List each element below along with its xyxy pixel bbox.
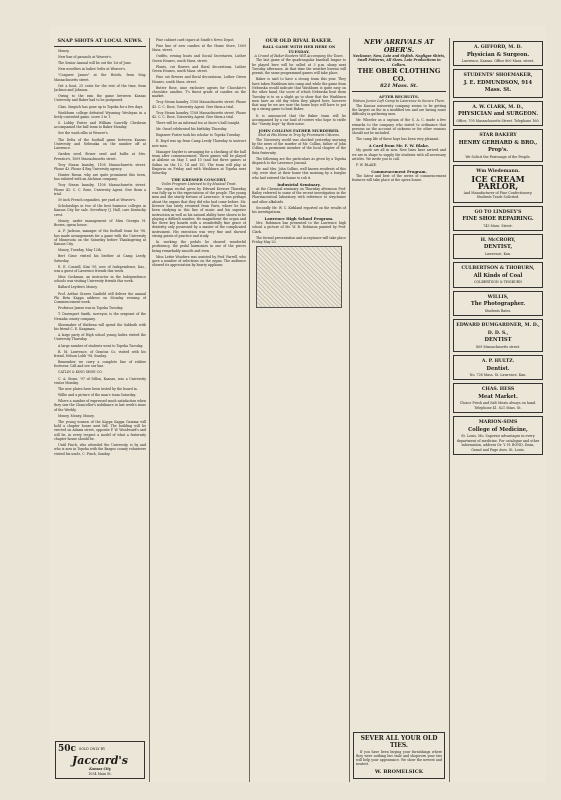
commencement-article [352,174,446,183]
paragraph: The last game of the quadrangular baseball league to be played here will be called at 3 p.m. sharp next Tuesday afternoon. At that time the weather bureau will permit, the same programmed games will take place. [252,58,346,76]
ad-detail: St. Louis, Mo. Superior advantages in every department of medicine. For catalogue and other information, address Dr. Y. H. BOND, Dean, Grand and Page Aves. St. Louis. [456,434,540,452]
paragraph: Bert Gisse visited his brother at Camp Leedy, Saturday. [54,254,146,263]
paragraph: Troy Steam laundry, 1108 Massachusetts street. Phone 43. C. C. Rose, University Agent. Give them a trial. [152,110,246,120]
divider [352,91,446,92]
paragraph: Owing to the rain the game between Kansas University and Baker had to be postponed. [54,94,146,103]
bromelsick-heading: SEVER ALL YOUR OLD TIES. [360,734,438,750]
bromelsick-ad [353,732,445,779]
column-rule [349,38,350,782]
ad-name: H. McCRORY, [480,237,516,243]
ad-line: All Kinds of Coal [473,272,523,279]
fourth-column [352,38,446,782]
paragraph: CATLIN & KING SHOE CO. [58,370,103,375]
jaccard-logo: Jaccard's [72,754,128,768]
ad-detail: 743 Mass. Street. [483,223,513,228]
ad-name: A. P. HULTZ. [481,359,515,365]
paragraph: Miss Cushman, an instructor in the Independence schools was visiting University friends this week. [54,275,146,284]
concert-article [152,187,246,268]
paragraph: Prof. Arthur Graves Canfield will deliver the annual Phi Beta Kappa address on Monday evening of Commencement week. [54,291,146,305]
ad-detail: No. 728 Mass. St. Lawrence, Kan. [469,373,527,378]
paragraph: Fine cabinet card cigars at Smith's News Depot. [156,38,235,42]
paragraph: The Senior Annual will be out the 1st of June. [58,61,132,66]
column-rule [149,38,150,782]
paragraph: Shoemaker of Wathena will spend the Sabbath with his friend C. E. Knapman. [54,322,146,332]
paragraph: E. Boyd was up from Camp Leedy Thursday to instruct new men. [152,139,246,148]
ad-detail: We Solicit the Patronage of the People. [465,154,531,159]
ad-line: DENTIST [484,337,512,344]
collins-subheading: Shot at His Home in Troy by Prominent Citizens. [258,133,340,138]
ad-city: Kansas City [89,767,111,772]
directory-ad [453,291,543,316]
paragraph: There will be an informal tea at Snow's hall tonight. [156,121,241,126]
paragraph: Mr. Wheeler as a captain of the S. A. C. made a few remarks to the company who stated to ordinance that persons on the account of sickness or for other reasons should not be included. [352,118,446,136]
concert-heading: THE KRESSER CONCERT. [171,177,227,183]
paragraph: Baker is said to have a strong team this year. They have taken Washburn into camp and while the game from Nebraska would indicate that Washburn is quite easy on the other hand, the score of which Nebraska beat them Tuesday is to us a slight go to show that the Washburn men have an old day when they played here, however that may be we are sure the home boys will have to put up a strong game to beat Baker. [252,77,346,112]
paragraph: Remember we carry a complete line of rubber footwear. Call and see our line. [54,360,146,369]
directory-ad [453,319,543,352]
paragraph: A. F. Jackson, manager of the football team for '98, has made arrangements for a game with the University of Minnesota on the Saturday before Thanksgiving at Kansas City. [54,229,146,247]
paragraph: Money. [58,49,70,53]
bromelsick-body [356,750,442,767]
ad-line: Meat Market. [478,393,518,400]
ad-detail: 809 Massachusetts street. [475,344,521,349]
paragraph: Money, under management of Miss Georgia H. Brown, opens house. [54,218,146,228]
directory-ads [452,41,544,455]
paragraph: T. Davenport Smith, surveyor, is the sergeant of the Nemaha county company. [54,312,146,321]
ad-name: Wm Wiedemann. [476,169,520,175]
directory-ad [453,69,543,98]
baker-heading: OUR OLD RIVAL BAKER. [265,38,333,44]
ad-detail: Lawrence, Kansas. Office 800 Mass. street. [461,59,535,63]
ad-price: 50c [58,744,77,755]
card-article [352,148,446,167]
ad-note: SOLD ONLY BY [79,747,106,752]
recruits-article [352,104,446,142]
jaccard-ad [55,741,145,779]
paragraph: C. A. Stone, '97 of Dillon, Kansas, was a University visitor Monday. [54,376,146,385]
engraving-illustration [256,246,342,308]
ad-line: Physician & Surgeon. [466,51,530,58]
paragraph: Willie and a picture of the man's team Saturday. [58,392,136,397]
directory-ad [453,416,543,455]
left-column [54,38,146,782]
paragraph: Manager Snyder is arranging for a checking of the ball team after commencement. Three games will be played at Abilene on May 1 and 10 (and but three games at Salina on the 13, 14 and 15). The team will play at Emporia on Friday and with Washburn at Topeka next Saturday. [152,149,246,176]
ad-name: WILLIS, [487,294,509,300]
paragraph: Money, Money, Money. [58,413,95,418]
ober-subheading: Neckwear, New, Late and Stylish. Negligee Shirts, Swell Patterns, All Sizes. Late Productions in Collars. [352,54,446,67]
seminary-article [252,187,346,215]
paragraph: Hunter Rusus. why are quite prominent this town, has enlisted with an Atchison company. [54,172,146,182]
card-heading: A Card from Mr. F. W. Blake. [368,143,430,149]
ad-name: CULBERTSON & THOBURN, [461,266,535,272]
paragraph: Engineer Foster took his scholar to Topeka Tuesday. [156,133,241,138]
third-column [252,38,346,782]
paragraph: Butter Rose, nine exclusive agents for Chocolate's chocolate candies. T's finest grade of candies on the market. [152,85,246,99]
ad-line: The Photographer. [470,301,526,308]
paragraph: The Delta of the football game between Kansas University and Nebraska on the number off at Lawrence. [54,137,146,151]
paragraph: Ballard Leyden's Money. [58,285,98,290]
paragraph: 50 inch French organdies, per yard at Weaver's. [58,198,137,203]
paragraph: New line of parasols at Weaver's. [58,55,112,60]
paragraph: Mr. and Mrs. John Collins, well known residents of this city, were shot at their home this morning by a burglar who had entered the house to rob it. [252,167,346,180]
paragraph: Outfits, rowing boats and Social Secretaries, Luther Green Houses, south Mass. street. [152,54,246,63]
paragraph: A large number of students went to Topeka Tuesday. [58,343,144,348]
ad-detail: Students Rates. [484,308,512,313]
paragraph: In working the pedals he showed wonderful proficiency, the pedal harmonies in one of the pieces being remarkably smooth and even. [152,240,246,253]
paragraph: Fine cut flowers and floral decorations, Luther Green Houses, south Mass. street. [152,75,246,84]
ad-address: 1034 Main St. [88,771,112,776]
paragraph: Troy Steam laundry, 1108 Massachusetts street. Phone 43. C. C. Rose, University Agent. Give them a trial. [152,100,246,109]
paragraph: E. E. Connell, Kim '95, now of Independence, Kas., was a guest of Lawrence friends this week. [54,264,146,273]
directory-ad [453,355,543,380]
commencement-heading: Commencement Program. [371,169,427,175]
ad-name: MARION-SIMS [478,420,518,426]
paragraph: R. M. Lawrence, of Grantus Co. visited with his friend, Nelson Lobb '98, Sunday. [54,349,146,358]
collins-article [252,138,346,180]
local-notes [152,38,246,176]
ad-line: PHYSICIAN and SURGEON. [457,111,539,118]
column-rule [449,38,450,782]
paragraph: Professor James was in Topeka Tuesday. [58,306,124,311]
ad-line: J. E. EDMUNDSON, 914 Mass. St. [463,79,533,94]
ober-store: THE OBER CLOTHING CO. [357,67,441,84]
ad-line: DENTIST, [483,244,513,251]
paragraph: Washburn college defeated Wyoming Wesleyan in a lively contested game, score 3 to 1. [54,110,146,119]
seminary-heading: Industrial Seminary. [277,181,321,187]
left-column-heading: SNAP SHOTS AT LOCAL NEWS. [57,38,143,44]
left-column-body [54,49,146,456]
paragraph: At the Chemical seminary on Thursday afternoon Prof. Bailey referred to some of the recent investigation in the Pharmaceutical laboratory with reference to strychnine and other alkaloids. [252,186,346,204]
directory-ad [453,165,543,202]
paragraph: The camp life of these boys has been very pleasant. [356,137,440,142]
recruits-subheading: Watson Junior Left Camp to Lawrence to Secure Them. [352,99,446,104]
recruits-heading: AFTER RECRUITS. [379,94,419,100]
paragraph: Mr. Onsel celebrated his birthday Thursday. [156,127,228,132]
directory-ad [453,206,543,231]
directory-ad [453,41,543,66]
paragraph: Get a boat, 25 cents for the rest of the time, from Jackson and Johnson. [54,83,146,93]
paragraph: The following are the particulars as given by a Topeka dispatch to the Lawrence Journal. [252,156,346,165]
ad-name: CHAS. HESS [481,387,515,393]
directory-ad [453,101,543,126]
paragraph: Scholarships in two of the best business colleges in Kansas City for sale. Severbury (J. Hall, care Kentucky crest. [54,204,146,217]
paragraph: The young women of the Kappa Kappa Gamma will hold a chapter house next fall. The building will be erected on Adams street, opposite F. W. Woodward's and will be, in every respect a model of what a fraternity chapter house should be. [54,419,146,442]
baker-sub2: A Crowd of Baker Rooters Will Accompany the Team. [254,54,344,58]
ad-detail: And Manufacturer of Fine Confectionery. Students Trade Solicited. [463,190,533,200]
paragraph: Troy Steam laundry, 1108 Massachusetts street. Phone 43. C. C. Rose, University Agent. Give them a trial. [54,183,146,196]
paragraph: If you have been buying your furnishings where they were nothing but stale and shopworn your ties will help your appearance. We show the newest and neatest. [356,749,442,767]
concert-subheading: Violin Program Listened to by Musical Treat. [161,182,237,187]
ad-name: STAR BAKERY [479,133,517,139]
paragraph: The University world was shocked yesterday morning by the news of the murder of Mr. Collins, father of John Collins, a prominent member of the local chapter of the Beta fraternity. [252,137,346,155]
collins-heading: JOHN COLLINS FATHER MURDERED. [258,128,340,134]
ad-line: ICE CREAM PARLOR, [471,173,525,192]
business-directory-column [452,38,544,782]
divider [54,46,146,47]
paragraph: Money, Tuesday, May 12th. [58,248,102,253]
second-column [152,38,246,782]
ad-detail: Office, 705 Massachusetts Street. Telephone 160. [456,118,540,123]
school-heading: Lawrence High School Program. [264,216,334,222]
paragraph: A large party of High school young ladies visited the University Thursday. [54,333,146,342]
ad-line: Dentist. [486,365,510,372]
paragraph: Fine line of new candies at the Home Store, 1009 Mass. street. [152,44,246,53]
ad-name: EDWARD BUMGARDNER, M. D., D. D. S., [456,323,540,336]
paragraph: Mrs. Robinson has presented to the Lawrence high school a picture of Mr. W. B. Robinson painted by Prof. Clark. [252,221,346,234]
paragraph: S. Lobby Foster and William Conrelly Chesbrun accompanied the ball team to Baker Monday. [54,121,146,130]
ad-name: GO TO LINDSEY'S [474,209,522,215]
directory-ad [453,383,543,413]
paragraph: The new plates have been tested by the board in. [58,386,138,391]
paragraph: Plants, cut flowers and floral decorations, Luther Green Houses, south Mass. street. [152,64,246,74]
school-article [252,221,346,244]
paragraph: Secondly Mr. W. C. Kirkland reported on the results of his investigations. [252,205,346,214]
paragraph: The latest and best of the series of commencement features will take place at the opera house. [352,174,446,183]
ad-detail: Choice Fresh and Salt Meats always on hand. Telephone 41. 821 Mass. St. [459,401,537,410]
paragraph: The Kansas university company seems to be getting the largest on the in a modified ten and are having some difficulty in gathering men. [352,103,446,117]
paragraph: See the wash silks at Weaver's. [58,131,109,136]
paragraph: F. W. BLAKE. [356,163,377,168]
paragraph: Garden seed, flower seed and bulbs at Mrs. Prentice's, 1009 Massachusetts street. [54,152,146,161]
paragraph: Troy Steam laundry, 1108 Massachusetts street. Phone 43. Phone 4 Bay University agency. [54,162,146,171]
paragraph: It is announced that the Baker team will be accompanied by a car load of rooters who hope to rattle the "Varsity boys" by their noise. [252,113,346,127]
paragraph: Where a number of expressed much satisfaction when they saw the Chancellor's nobiliance in last week's issue of the Weekly. [54,399,146,412]
directory-ad [453,129,543,162]
bromelsick-store: W. BROMELSICK [374,768,424,775]
paragraph: Miss Lettie Wooders was assisted by Prof. Farrell, who gave a number of selections on the organ. The audience showed its appreciation by hearty applause. [152,254,246,268]
baker-sub1: BALL GAME WITH HER HERE ON TUESDAY. [262,44,336,54]
ad-line: College of Medicine, [468,426,528,433]
baker-article [252,58,346,126]
paragraph: New novelties in ladies' belts at Weaver's. [58,67,127,72]
ad-line: FINE SHOE REPAIRING. [462,216,534,223]
directory-ad [453,262,543,287]
ober-heading: NEW ARRIVALS AT OBER'S. [364,38,434,54]
ad-detail: Lawrence, Kan. [484,251,512,256]
ad-line: HENRY GERHARD & BRO., Prop's. [458,139,538,154]
paragraph: The organ recital given by Edward Kresser Thursday was fully up to the expectations of the people. The young men and the sturdy fortune of Lawrence, it was perhaps about the organs that they did who had come before. Mr. Kresser has lately returned from Paris, where he has been studying in this line of music and his superior instruction as well as his natural ability have shown to be playing a difficult number. He magnificent the organ and the three key boards with a wonderfully fine grace of dexterity only possessed by a master of the complicated instrument. His execution was very fine and showed strong points of practice and study. [152,186,246,239]
paragraph: Chas. Simpich has gone up to Topeka for a few days. [58,104,144,109]
ober-address: 821 Mass. St. [380,83,418,90]
paragraph: The formal presentation and acceptance will take place Friday May 20. [252,235,346,245]
paragraph: "Conjurer James" at the Hotels, from May, Massachusetts street. [54,73,146,82]
newspaper-page [50,26,546,782]
paragraph: My goods are all in now. New lines have arrived and we are in shape to supply the students with all necessary articles. We invite you to call. [352,148,446,161]
column-rule [249,38,250,782]
directory-ad [453,234,543,259]
ad-name: STUDENTS' SHOEMAKER, [463,73,533,79]
ad-name: A. W. CLARK, M. D., [472,104,524,110]
paragraph: Until Finch, who attended the University, is by and who is now in Topeka with the Bargeo county volunteers visited his uncle, C. Finch, Sunday. [54,443,146,456]
ad-name: A. GIFFORD, M. D. [474,45,522,50]
ad-detail: COLBERTSON & THOBURN [473,280,523,285]
